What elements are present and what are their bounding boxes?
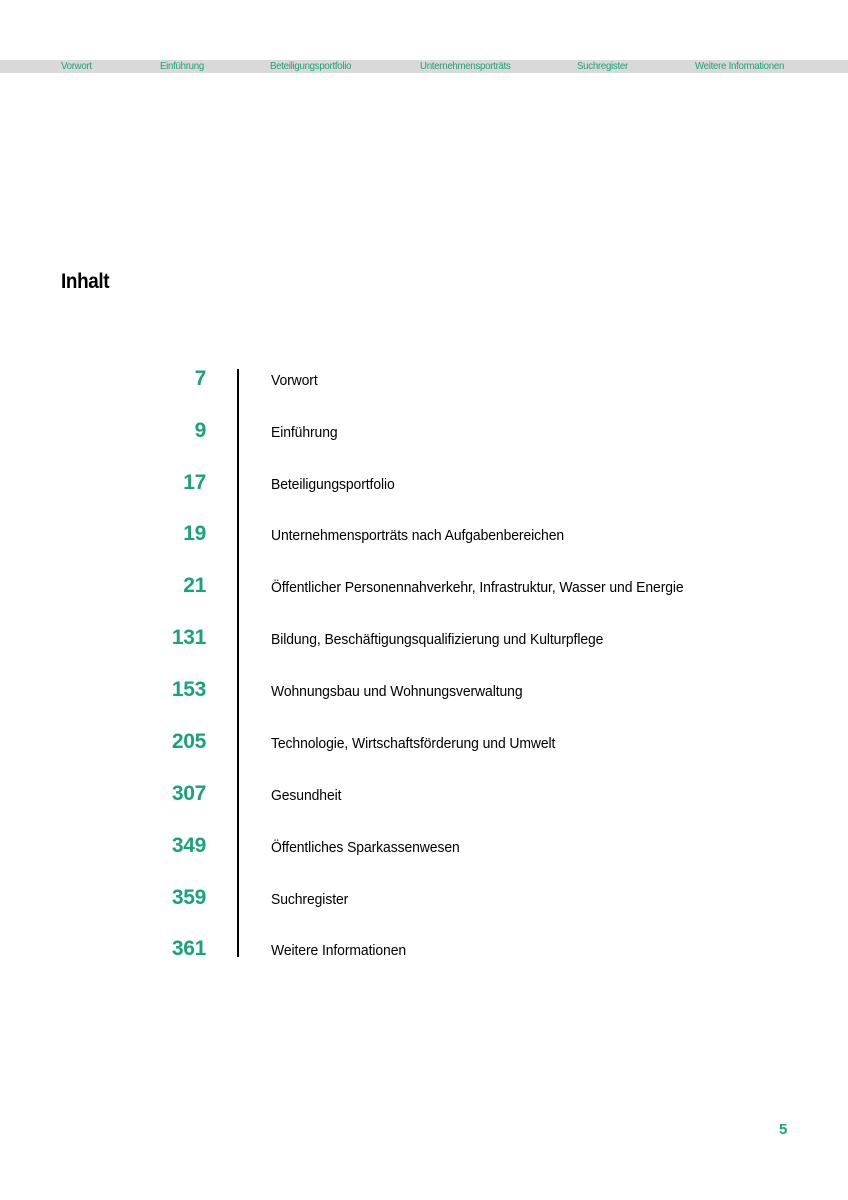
toc-entry-label: Suchregister (271, 891, 349, 908)
toc-entry-label: Unternehmensporträts nach Aufgabenbereichen (271, 527, 565, 544)
nav-link-vorwort[interactable]: Vorwort (61, 60, 92, 72)
toc-entry-sparkassenwesen[interactable] (0, 833, 848, 863)
toc-entry-label: Öffentliches Sparkassenwesen (271, 839, 460, 856)
toc-entry-suchregister[interactable] (0, 885, 848, 915)
toc-entry-gesundheit[interactable] (0, 781, 848, 811)
toc-entry-label: Technologie, Wirtschaftsförderung und Umwelt (271, 735, 556, 752)
toc-page-number: 349 (171, 834, 206, 857)
nav-link-weitere-informationen[interactable]: Weitere Informationen (695, 60, 785, 72)
toc-page-number: 153 (171, 678, 206, 701)
toc-entry-label: Bildung, Beschäftigungsqualifizierung und Kulturpflege (271, 631, 604, 648)
toc-divider-line (237, 369, 239, 957)
top-navigation-bar (0, 60, 848, 73)
table-of-contents (0, 366, 848, 961)
nav-link-unternehmensportraets[interactable]: Unternehmensporträts (420, 60, 511, 72)
toc-entry-vorwort[interactable] (0, 366, 848, 396)
toc-page-number: 307 (171, 782, 206, 805)
toc-entry-wohnungsbau[interactable] (0, 677, 848, 707)
page-number: 5 (779, 1121, 788, 1138)
toc-entry-label: Wohnungsbau und Wohnungsverwaltung (271, 683, 523, 700)
toc-entry-technologie[interactable] (0, 729, 848, 759)
nav-link-beteiligungsportfolio[interactable]: Beteiligungsportfolio (270, 60, 352, 72)
nav-link-suchregister[interactable]: Suchregister (577, 60, 628, 72)
toc-entry-label: Einführung (271, 424, 338, 441)
toc-entry-beteiligungsportfolio[interactable] (0, 470, 848, 500)
page-title: Inhalt (61, 270, 110, 293)
toc-page-number: 9 (194, 419, 206, 442)
toc-entry-einfuehrung[interactable] (0, 418, 848, 448)
toc-page-number: 205 (171, 730, 206, 753)
toc-entry-label: Weitere Informationen (271, 942, 407, 959)
toc-page-number: 361 (171, 937, 206, 960)
toc-page-number: 19 (183, 522, 206, 545)
toc-page-number: 131 (171, 626, 206, 649)
toc-page-number: 21 (183, 574, 206, 597)
toc-entry-weitere-informationen[interactable] (0, 936, 848, 966)
toc-page-number: 17 (183, 471, 206, 494)
nav-link-einfuehrung[interactable]: Einführung (160, 60, 204, 72)
toc-entry-personennahverkehr[interactable] (0, 573, 848, 603)
toc-entry-label: Öffentlicher Personennahverkehr, Infrastruktur, Wasser und Energie (271, 579, 684, 596)
toc-entry-label: Gesundheit (271, 787, 342, 804)
toc-entry-label: Beteiligungsportfolio (271, 476, 395, 493)
toc-entry-label: Vorwort (271, 372, 318, 389)
toc-entry-bildung[interactable] (0, 625, 848, 655)
toc-page-number: 359 (171, 886, 206, 909)
toc-entry-unternehmensportraets[interactable] (0, 521, 848, 551)
toc-page-number: 7 (194, 367, 206, 390)
